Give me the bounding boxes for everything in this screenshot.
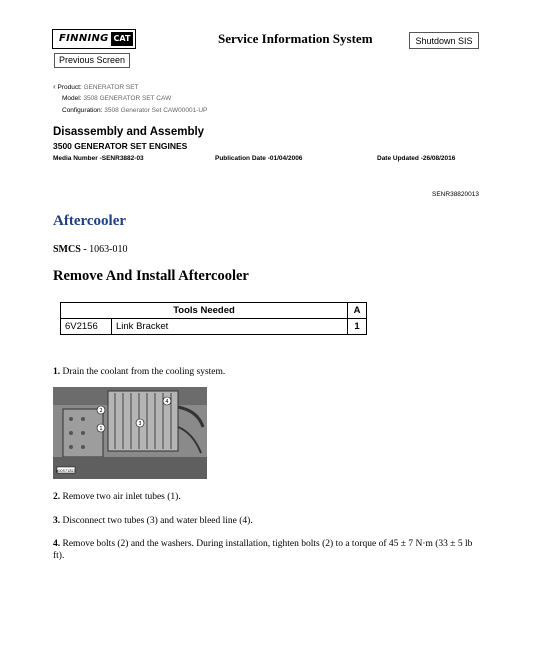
context-configuration [62, 107, 207, 114]
config-key: Configuration: [62, 107, 103, 114]
back-chevron-icon[interactable]: ‹ [53, 82, 56, 91]
callout-1: 1 [99, 426, 103, 432]
tools-needed-header: Tools Needed [61, 303, 348, 319]
illustration-tag: g00571821 [55, 469, 77, 473]
part-name: Link Bracket [112, 319, 348, 335]
media-number: Media Number -SENR3882-03 [53, 155, 144, 162]
step-3 [53, 515, 483, 527]
callout-2: 2 [99, 408, 103, 414]
step-text: Disconnect two tubes (3) and water bleed line (4). [62, 516, 253, 526]
step-number: 4. [53, 539, 61, 549]
callout-4: 4 [165, 399, 169, 405]
previous-screen-button[interactable]: Previous Screen [54, 53, 130, 68]
config-value: 3508 Generator Set CAW00001-UP [104, 107, 208, 114]
step-text: Remove two air inlet tubes (1). [62, 492, 181, 502]
smcs-value: 1063-010 [89, 244, 128, 255]
product-key: Product: [57, 84, 82, 91]
part-number: 6V2156 [61, 319, 112, 335]
date-updated: Date Updated -26/08/2016 [377, 155, 456, 162]
step-number: 1. [53, 367, 61, 377]
procedure-title: Remove And Install Aftercooler [53, 268, 249, 284]
smcs-label: SMCS - [53, 244, 87, 255]
document-heading: Disassembly and Assembly [53, 126, 205, 138]
column-a-header: A [348, 303, 367, 319]
step-2 [53, 491, 483, 503]
publication-date: Publication Date -01/04/2006 [215, 155, 303, 162]
cat-badge: CAT [111, 32, 133, 46]
document-id: SENR38820013 [432, 191, 479, 198]
table-row [61, 319, 367, 335]
finning-cat-logo [52, 29, 136, 49]
tools-needed-table [60, 302, 367, 335]
callout-3: 3 [138, 421, 142, 427]
page-title: Service Information System [218, 31, 373, 46]
shutdown-sis-button[interactable]: Shutdown SIS [409, 32, 479, 49]
step-text: Drain the coolant from the cooling system. [62, 367, 226, 377]
smcs-code [53, 244, 127, 255]
step-4 [53, 538, 483, 562]
step-number: 3. [53, 516, 61, 526]
model-value: 3508 GENERATOR SET CAW [83, 95, 172, 102]
section-title: Aftercooler [53, 213, 127, 229]
step-text: Remove bolts (2) and the washers. During installation, tighten bolts (2) to a torque of 45 ± 7 N·m (33 ± 5 lb ft). [53, 539, 473, 561]
model-key: Model: [62, 95, 82, 102]
document-subheading: 3500 GENERATOR SET ENGINES [53, 141, 188, 151]
table-header-row [61, 303, 367, 319]
product-value: GENERATOR SET [83, 84, 139, 91]
step-1 [53, 366, 483, 378]
quantity: 1 [348, 319, 367, 335]
context-model [62, 95, 171, 102]
aftercooler-illustration [53, 387, 207, 479]
logo-text: FINNING [59, 33, 109, 44]
step-number: 2. [53, 492, 61, 502]
context-product [53, 82, 139, 91]
